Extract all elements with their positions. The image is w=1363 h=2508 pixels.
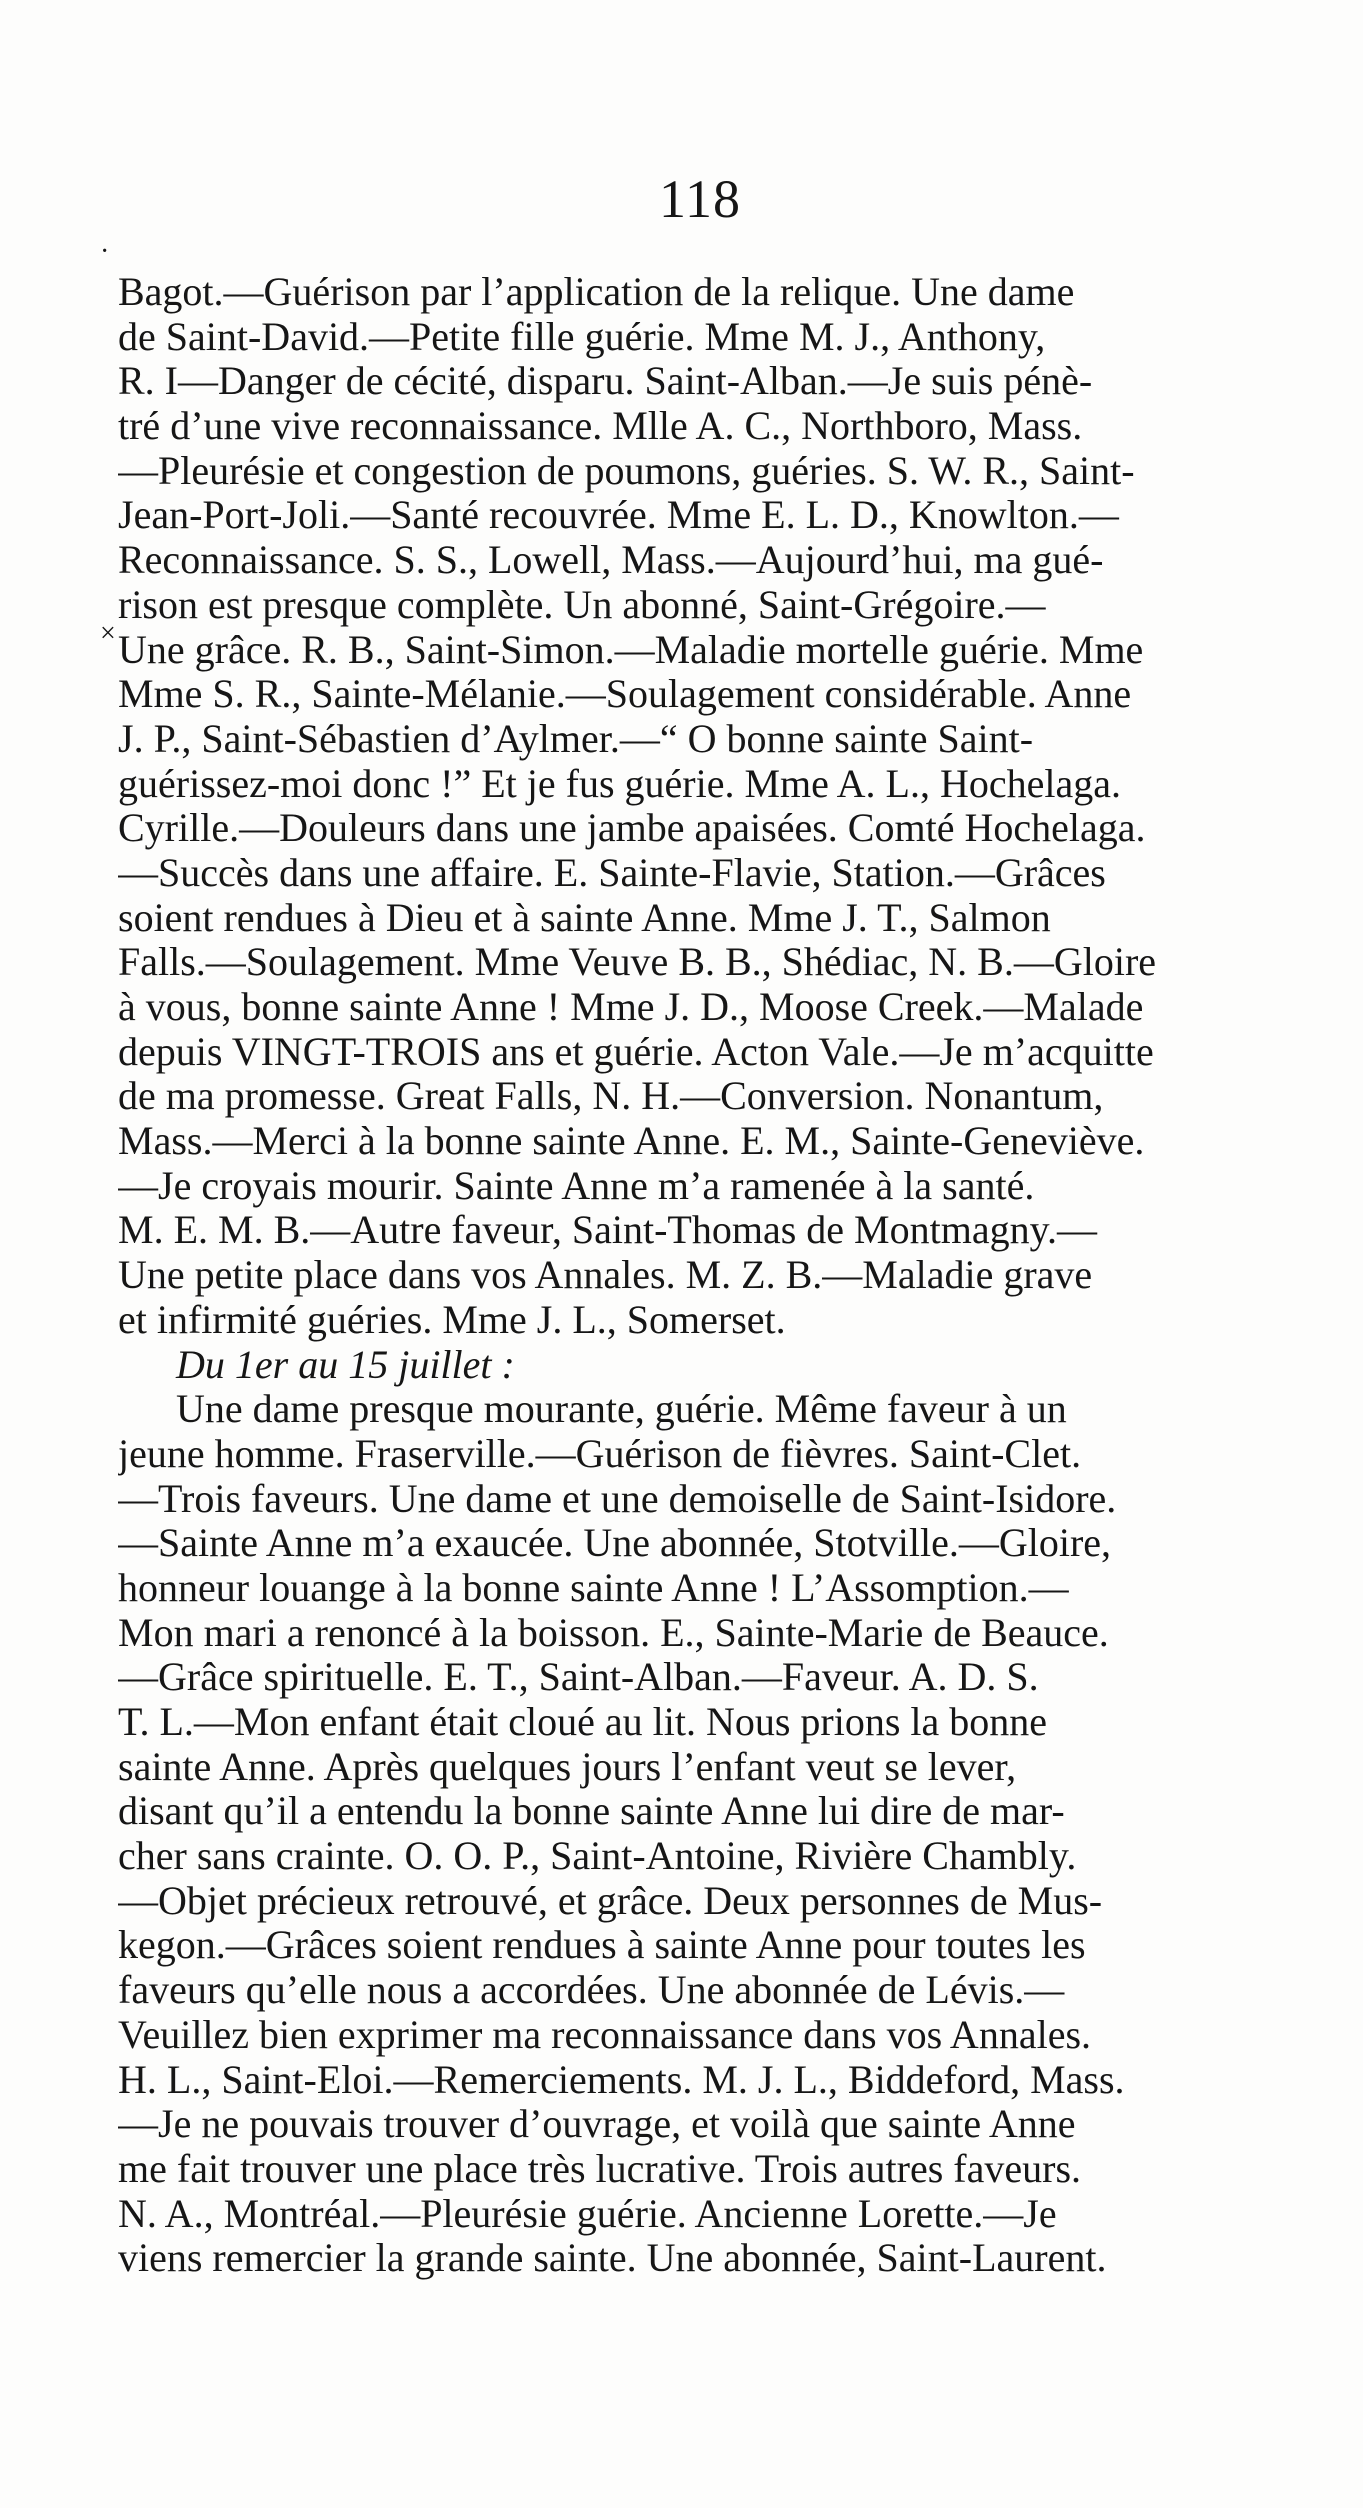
text-line: R. I—Danger de cécité, disparu. Saint-Alban.—Je suis pénè- — [118, 359, 1093, 404]
text-line: de Saint-David.—Petite fille guérie. Mme M. J., Anthony, — [118, 314, 1046, 359]
text-line: à vous, bonne sainte Anne ! Mme J. D., Moose Creek.—Malade — [118, 985, 1144, 1029]
text-line: guérissez-moi donc !” Et je fus guérie. Mme A. L., Hochelaga. — [118, 761, 1122, 806]
text-line: Jean-Port-Joli.—Santé recouvrée. Mme E. L. D., Knowlton.— — [118, 493, 1119, 538]
text-line: —Trois faveurs. Une dame et une demoiselle de Saint-Isidore. — [118, 1476, 1117, 1521]
margin-mark: × — [100, 618, 116, 649]
text-line: jeune homme. Fraserville.—Guérison de fièvres. Saint-Clet. — [118, 1431, 1082, 1476]
text-line: —Grâce spirituelle. E. T., Saint-Alban.—Faveur. A. D. S. — [118, 1655, 1039, 1700]
text-line: Reconnaissance. S. S., Lowell, Mass.—Aujourd’hui, ma gué- — [118, 538, 1104, 583]
text-line: me fait trouver une place très lucrative. Trois autres faveurs. — [118, 2146, 1082, 2191]
text-line: Veuillez bien exprimer ma reconnaissance dans vos Annales. — [118, 2012, 1092, 2057]
section-heading: Du 1er au 15 juillet : — [176, 1342, 515, 1387]
text-line: —Sainte Anne m’a exaucée. Une abonnée, Stotville.—Gloire, — [118, 1521, 1112, 1566]
text-line: N. A., Montréal.—Pleurésie guérie. Ancienne Lorette.—Je — [118, 2191, 1057, 2236]
text-line: sainte Anne. Après quelques jours l’enfant veut se lever, — [118, 1744, 1017, 1789]
text-line: honneur louange à la bonne sainte Anne ! L’Assomption.— — [118, 1565, 1069, 1610]
text-line: Une grâce. R. B., Saint-Simon.—Maladie mortelle guérie. Mme — [118, 627, 1144, 672]
text-line: rison est presque complète. Un abonné, Saint-Grégoire.— — [118, 582, 1046, 627]
text-line: kegon.—Grâces soient rendues à sainte Anne pour toutes les — [118, 1923, 1086, 1968]
text-line: T. L.—Mon enfant était cloué au lit. Nous prions la bonne — [118, 1700, 1048, 1744]
page-number: 118 — [659, 169, 741, 229]
text-line: —Je croyais mourir. Sainte Anne m’a ramenée à la santé. — [118, 1163, 1035, 1208]
text-line: et infirmité guéries. Mme J. L., Somerset. — [118, 1297, 786, 1342]
text-line: Une dame presque mourante, guérie. Même faveur à un — [176, 1387, 1067, 1432]
text-line: —Succès dans une affaire. E. Sainte-Flavie, Station.—Grâces — [118, 850, 1106, 895]
text-line: cher sans crainte. O. O. P., Saint-Antoine, Rivière Chambly. — [118, 1834, 1077, 1879]
text-line: Bagot.—Guérison par l’application de la relique. Une dame — [118, 270, 1075, 314]
body-text — [118, 270, 1328, 2281]
text-line: Mass.—Merci à la bonne sainte Anne. E. M., Sainte-Geneviève. — [118, 1119, 1145, 1164]
text-line: depuis VINGT-TROIS ans et guérie. Acton Vale.—Je m’acquitte — [118, 1029, 1154, 1074]
text-line: viens remercier la grande sainte. Une abonnée, Saint-Laurent. — [118, 2236, 1107, 2281]
text-line: de ma promesse. Great Falls, N. H.—Conversion. Nonantum, — [118, 1074, 1104, 1119]
text-line: J. P., Saint-Sébastien d’Aylmer.—“ O bonne sainte Saint- — [118, 716, 1034, 761]
text-line: —Je ne pouvais trouver d’ouvrage, et voilà que sainte Anne — [118, 2102, 1076, 2147]
text-line: —Objet précieux retrouvé, et grâce. Deux personnes de Mus- — [118, 1878, 1103, 1923]
text-line: M. E. M. B.—Autre faveur, Saint-Thomas de Montmagny.— — [118, 1208, 1097, 1253]
margin-dot: · — [100, 236, 110, 267]
text-line: disant qu’il a entendu la bonne sainte Anne lui dire de mar- — [118, 1789, 1065, 1834]
text-line: tré d’une vive reconnaissance. Mlle A. C., Northboro, Mass. — [118, 404, 1083, 449]
text-line: H. L., Saint-Eloi.—Remerciements. M. J. L., Biddeford, Mass. — [118, 2057, 1125, 2102]
text-line: faveurs qu’elle nous a accordées. Une abonnée de Lévis.— — [118, 1968, 1065, 2013]
text-line: —Pleurésie et congestion de poumons, guéries. S. W. R., Saint- — [118, 448, 1135, 493]
text-line: Falls.—Soulagement. Mme Veuve B. B., Shédiac, N. B.—Gloire — [118, 940, 1157, 985]
text-line: Une petite place dans vos Annales. M. Z. B.—Maladie grave — [118, 1253, 1093, 1298]
text-line: Mon mari a renoncé à la boisson. E., Sainte-Marie de Beauce. — [118, 1610, 1109, 1655]
text-line: Cyrille.—Douleurs dans une jambe apaisées. Comté Hochelaga. — [118, 806, 1146, 851]
text-line: Mme S. R., Sainte-Mélanie.—Soulagement considérable. Anne — [118, 672, 1132, 717]
text-line: soient rendues à Dieu et à sainte Anne. Mme J. T., Salmon — [118, 895, 1051, 940]
